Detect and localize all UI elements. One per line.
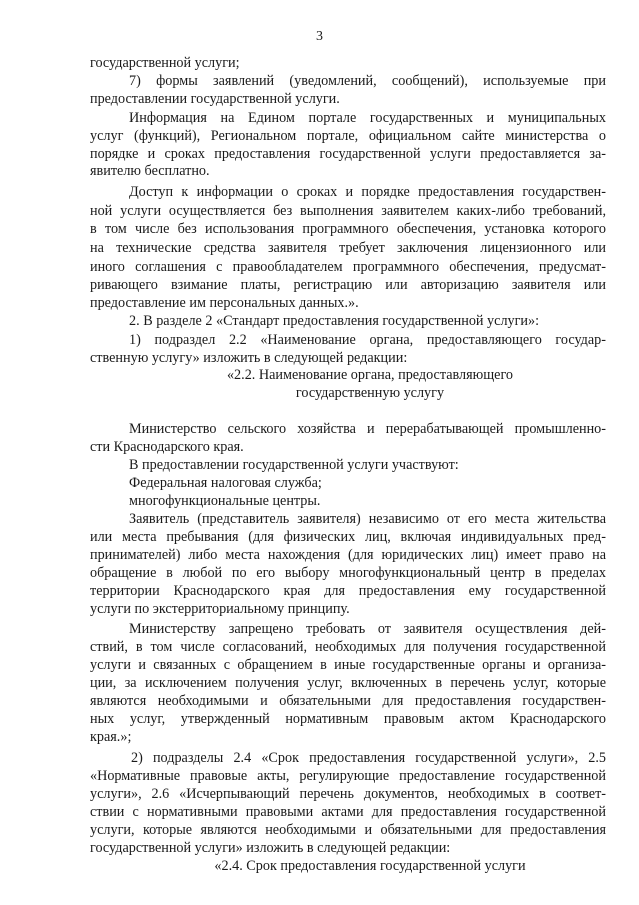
text-line: порядке и сроках предоставления государственной услуги предоставляется за- xyxy=(90,146,606,162)
section-heading: «2.2. Наименование органа, предоставляющего xyxy=(226,367,514,383)
text-line: ной услуги осуществляется без выполнения заявителем каких-либо требований, xyxy=(90,203,606,219)
text-line: 2) подразделы 2.4 «Срок предоставления государственной услуги», 2.5 xyxy=(131,750,606,766)
text-line: Заявитель (представитель заявителя) независимо от его места жительства xyxy=(129,511,606,527)
text-line: Информация на Едином портале государственных и муниципальных xyxy=(129,110,606,126)
text-line: услуги, которые являются необходимыми и обязательными для предоставления xyxy=(90,822,606,838)
text-line: услуги и связанных с обращением в иные государственные органы и организа- xyxy=(90,657,606,673)
text-line: ривающего взимание платы, регистрацию или авторизацию заявителя или xyxy=(90,277,606,293)
text-line: в том числе без использования программного обеспечения, установка которого xyxy=(90,221,606,237)
text-line: края.»; xyxy=(90,729,132,745)
text-line: предоставлении государственной услуги. xyxy=(90,91,340,107)
text-line: услуги», 2.6 «Исчерпывающий перечень документов, необходимых в соответ- xyxy=(90,786,606,802)
text-line: предоставление им персональных данных.». xyxy=(90,295,359,311)
text-line: В предоставлении государственной услуги участвуют: xyxy=(129,457,459,473)
text-line: ции, за исключением получения услуг, включенных в перечень услуг, которые xyxy=(90,675,606,691)
text-line: государственной услуги» изложить в следующей редакции: xyxy=(90,840,451,856)
text-line: 2. В разделе 2 «Стандарт предоставления государственной услуги»: xyxy=(129,313,540,329)
text-line: ных услуг, утвержденный нормативным правовым актом Краснодарского xyxy=(90,711,606,727)
text-line: являются необходимыми и обязательными для предоставления государствен- xyxy=(90,693,606,709)
text-line: услуг (функций), Региональном портале, официальном сайте министерства о xyxy=(90,128,606,144)
text-line: Министерству запрещено требовать от заявителя осуществления дей- xyxy=(129,621,606,637)
text-line: принимателей) либо места нахождения (для юридических лиц) имеет право на xyxy=(90,547,606,563)
text-line: или места пребывания (для физических лиц, включая индивидуальных пред- xyxy=(90,529,606,545)
text-line: многофункциональные центры. xyxy=(129,493,321,509)
section-heading: «2.4. Срок предоставления государственной услуги xyxy=(214,858,526,874)
text-line: территории Краснодарского края для предоставления ему государственной xyxy=(90,583,606,599)
text-line: явителю бесплатно. xyxy=(90,163,210,179)
text-line: ственную услугу» изложить в следующей редакции: xyxy=(90,350,408,366)
text-line: Федеральная налоговая служба; xyxy=(129,475,322,491)
text-line: Министерство сельского хозяйства и перерабатывающей промышленно- xyxy=(129,421,606,437)
text-line: иного соглашения с правообладателем программного обеспечения, предусмат- xyxy=(90,259,606,275)
text-line: ствии с нормативными правовыми актами для предоставления государственной xyxy=(90,804,606,820)
text-line: государственной услуги; xyxy=(90,55,240,71)
text-line: обращение в любой по его выбору многофункциональный центр в пределах xyxy=(90,565,606,581)
text-line: сти Краснодарского края. xyxy=(90,439,244,455)
text-line: 7) формы заявлений (уведомлений, сообщений), используемые при xyxy=(129,73,606,89)
text-line: услуги по экстерриториальному принципу. xyxy=(90,601,350,617)
text-line: 1) подраздел 2.2 «Наименование органа, предоставляющего государ- xyxy=(129,332,606,348)
text-line: Доступ к информации о сроках и порядке предоставления государствен- xyxy=(129,184,606,200)
text-line: «Нормативные правовые акты, регулирующие предоставление государственной xyxy=(90,768,606,784)
page-number: 3 xyxy=(316,29,323,44)
text-line: ствий, в том числе согласований, необходимых для получения государственной xyxy=(90,639,606,655)
section-heading: государственную услугу xyxy=(295,385,445,401)
text-line: на технические средства заявителя требует заключения лицензионного или xyxy=(90,240,606,256)
